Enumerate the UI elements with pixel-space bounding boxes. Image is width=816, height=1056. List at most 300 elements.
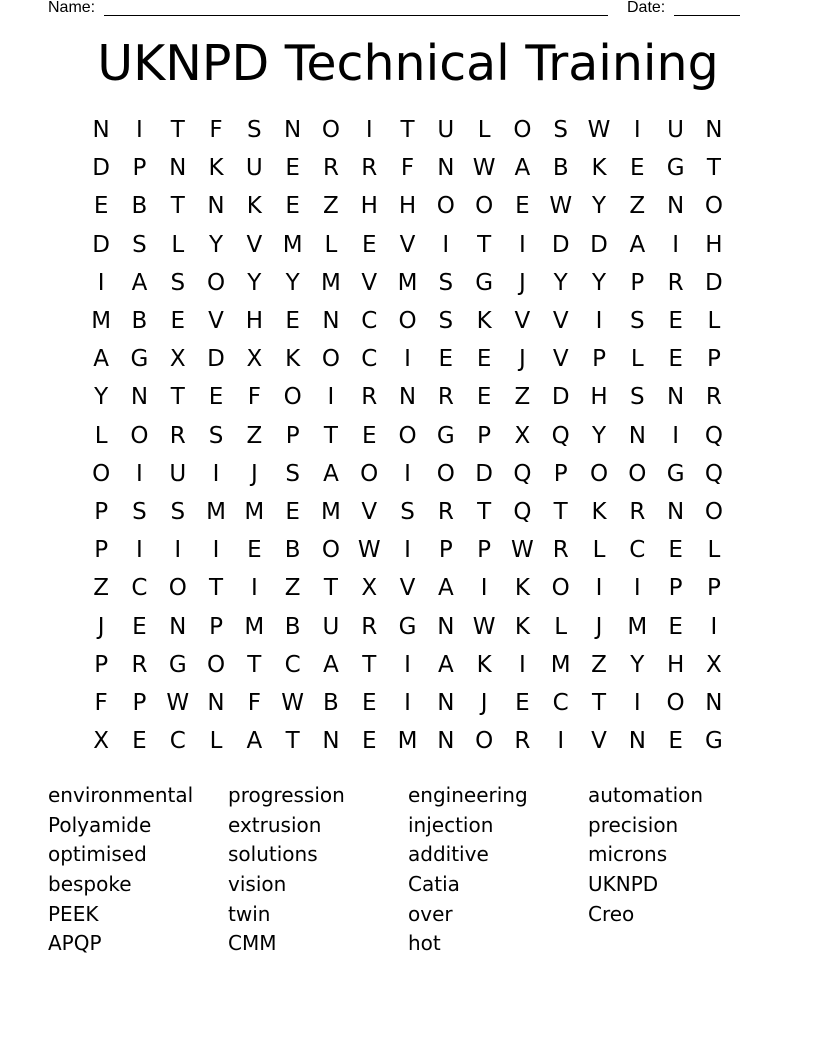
grid-letter[interactable]: T xyxy=(477,498,492,525)
grid-letter[interactable]: D xyxy=(590,231,608,258)
grid-letter[interactable]: W xyxy=(166,689,190,716)
grid-letter[interactable]: N xyxy=(207,193,225,220)
grid-letter[interactable]: S xyxy=(208,422,224,449)
grid-letter[interactable]: J xyxy=(595,613,603,640)
grid-letter[interactable]: E xyxy=(476,384,492,411)
grid-letter[interactable]: T xyxy=(323,575,338,602)
grid-letter[interactable]: S xyxy=(132,498,147,525)
grid-letter[interactable]: N xyxy=(437,728,455,755)
grid-letter[interactable]: N xyxy=(628,422,646,449)
grid-letter[interactable]: V xyxy=(361,269,378,296)
grid-letter[interactable]: L xyxy=(630,346,644,373)
grid-letter[interactable]: Y xyxy=(285,269,300,296)
grid-letter[interactable]: I xyxy=(212,460,220,487)
grid-letter[interactable]: O xyxy=(206,651,226,678)
grid-letter[interactable]: A xyxy=(131,269,148,296)
grid-letter[interactable]: I xyxy=(404,460,411,487)
grid-letter[interactable]: O xyxy=(321,537,340,564)
grid-letter[interactable]: H xyxy=(590,384,608,411)
grid-letter[interactable]: Z xyxy=(246,422,263,449)
grid-letter[interactable]: A xyxy=(323,460,339,487)
grid-letter[interactable]: E xyxy=(285,155,300,182)
grid-letter[interactable]: I xyxy=(136,537,143,564)
grid-letter[interactable]: H xyxy=(705,231,723,258)
grid-letter[interactable]: S xyxy=(170,269,186,296)
grid-letter[interactable]: Q xyxy=(704,422,723,449)
grid-letter[interactable]: Z xyxy=(591,651,607,678)
grid-letter[interactable]: E xyxy=(170,308,186,335)
grid-letter[interactable]: Z xyxy=(93,575,110,602)
grid-letter[interactable]: N xyxy=(398,384,417,411)
grid-letter[interactable]: O xyxy=(436,460,455,487)
grid-letter[interactable]: E xyxy=(668,308,683,335)
grid-letter[interactable]: U xyxy=(169,460,187,487)
grid-letter[interactable]: E xyxy=(668,537,683,564)
grid-letter[interactable]: S xyxy=(553,117,569,144)
grid-letter[interactable]: R xyxy=(322,155,339,182)
grid-letter[interactable]: I xyxy=(404,537,411,564)
grid-letter[interactable]: I xyxy=(557,728,565,755)
grid-letter[interactable]: R xyxy=(667,269,684,296)
grid-letter[interactable]: I xyxy=(212,537,220,564)
grid-letter[interactable]: Y xyxy=(630,651,645,678)
grid-letter[interactable]: I xyxy=(519,651,526,678)
grid-letter[interactable]: I xyxy=(633,575,641,602)
grid-letter[interactable]: X xyxy=(246,346,263,373)
grid-letter[interactable]: Z xyxy=(629,193,646,220)
grid-letter[interactable]: T xyxy=(706,155,721,182)
grid-letter[interactable]: K xyxy=(476,651,492,678)
grid-letter[interactable]: D xyxy=(551,231,570,258)
grid-letter[interactable]: U xyxy=(437,117,455,144)
grid-letter[interactable]: A xyxy=(437,651,454,678)
grid-letter[interactable]: X xyxy=(514,422,531,449)
grid-letter[interactable]: N xyxy=(437,689,455,716)
grid-letter[interactable]: F xyxy=(247,384,261,411)
grid-letter[interactable]: C xyxy=(131,575,148,602)
grid-letter[interactable]: R xyxy=(361,613,378,640)
grid-letter[interactable]: L xyxy=(477,117,491,144)
grid-letter[interactable]: O xyxy=(398,308,417,335)
grid-letter[interactable]: G xyxy=(704,728,723,755)
grid-letter[interactable]: S xyxy=(170,498,186,525)
grid-letter[interactable]: L xyxy=(592,537,606,564)
grid-letter[interactable]: R xyxy=(437,498,454,525)
grid-letter[interactable]: W xyxy=(587,117,611,144)
grid-letter[interactable]: O xyxy=(398,422,417,449)
grid-letter[interactable]: M xyxy=(244,613,265,640)
grid-letter[interactable]: N xyxy=(284,117,302,144)
grid-letter[interactable]: N xyxy=(207,689,225,716)
grid-letter[interactable]: O xyxy=(628,460,647,487)
grid-letter[interactable]: V xyxy=(361,498,378,525)
grid-letter[interactable]: C xyxy=(361,346,378,373)
grid-letter[interactable]: O xyxy=(589,460,609,487)
grid-letter[interactable]: H xyxy=(666,651,685,678)
grid-letter[interactable]: O xyxy=(704,498,723,525)
grid-letter[interactable]: A xyxy=(514,155,531,182)
grid-letter[interactable]: G xyxy=(398,613,417,640)
grid-letter[interactable]: N xyxy=(666,498,685,525)
grid-letter[interactable]: O xyxy=(168,575,187,602)
grid-letter[interactable]: K xyxy=(208,155,224,182)
grid-letter[interactable]: K xyxy=(514,575,530,602)
grid-row xyxy=(82,722,734,760)
grid-letter[interactable]: B xyxy=(323,689,339,716)
grid-letter[interactable]: E xyxy=(361,728,377,755)
grid-letter[interactable]: Y xyxy=(247,269,262,296)
grid-letter[interactable]: K xyxy=(246,193,262,220)
grid-letter[interactable]: S xyxy=(438,269,454,296)
grid-letter[interactable]: A xyxy=(246,728,263,755)
grid-letter[interactable]: K xyxy=(591,498,607,525)
grid-letter[interactable]: I xyxy=(136,117,143,144)
grid-letter[interactable]: E xyxy=(285,193,300,220)
grid-letter[interactable]: O xyxy=(360,460,379,487)
grid-letter[interactable]: A xyxy=(323,651,339,678)
grid-letter[interactable]: H xyxy=(360,193,378,220)
grid-letter[interactable]: T xyxy=(591,689,607,716)
grid-letter[interactable]: D xyxy=(475,460,493,487)
grid-letter[interactable]: N xyxy=(169,155,187,182)
grid-letter[interactable]: I xyxy=(633,117,641,144)
grid-letter[interactable]: A xyxy=(629,231,646,258)
grid-letter[interactable]: I xyxy=(250,575,258,602)
grid-letter[interactable]: M xyxy=(321,269,341,296)
grid-letter[interactable]: E xyxy=(438,346,454,373)
grid-letter[interactable]: Z xyxy=(323,193,339,220)
grid-letter[interactable]: I xyxy=(519,231,526,258)
grid-letter[interactable]: Y xyxy=(94,384,109,411)
grid-letter[interactable]: D xyxy=(705,269,723,296)
grid-letter[interactable]: E xyxy=(208,384,224,411)
grid-letter[interactable]: T xyxy=(170,193,185,220)
grid-letter[interactable]: P xyxy=(630,269,645,296)
grid-letter[interactable]: V xyxy=(246,231,263,258)
grid-letter[interactable]: S xyxy=(285,460,300,487)
grid-letter[interactable]: N xyxy=(322,308,340,335)
grid-letter[interactable]: P xyxy=(132,155,147,182)
grid-letter[interactable]: E xyxy=(361,422,377,449)
grid-letter[interactable]: I xyxy=(672,422,679,449)
grid-letter[interactable]: E xyxy=(515,193,530,220)
grid-letter[interactable]: T xyxy=(323,422,338,449)
grid-letter[interactable]: W xyxy=(549,193,573,220)
grid-letter[interactable]: R xyxy=(361,384,378,411)
grid-letter[interactable]: W xyxy=(472,155,496,182)
grid-letter[interactable]: W xyxy=(357,537,381,564)
grid-letter[interactable]: Z xyxy=(284,575,301,602)
grid-letter[interactable]: B xyxy=(131,193,148,220)
grid-letter[interactable]: M xyxy=(397,728,418,755)
grid-letter[interactable]: W xyxy=(511,537,534,564)
grid-letter[interactable]: O xyxy=(475,193,494,220)
word-list-item: environmental xyxy=(48,783,194,807)
grid-letter[interactable]: A xyxy=(93,346,110,373)
grid-letter[interactable]: F xyxy=(400,155,415,182)
grid-letter[interactable]: K xyxy=(285,346,301,373)
grid-letter[interactable]: L xyxy=(209,728,223,755)
grid-letter[interactable]: I xyxy=(672,231,679,258)
grid-letter[interactable]: F xyxy=(209,117,223,144)
grid-letter[interactable]: P xyxy=(209,613,223,640)
grid-letter[interactable]: S xyxy=(247,117,262,144)
grid-letter[interactable]: O xyxy=(666,689,685,716)
grid-letter[interactable]: E xyxy=(285,308,300,335)
grid-letter[interactable]: M xyxy=(397,269,418,296)
grid-letter[interactable]: P xyxy=(706,575,721,602)
grid-letter[interactable]: C xyxy=(169,728,186,755)
grid-letter[interactable]: Y xyxy=(209,231,224,258)
grid-letter[interactable]: O xyxy=(475,728,494,755)
grid-letter[interactable]: J xyxy=(97,613,105,640)
grid-letter[interactable]: R xyxy=(552,537,569,564)
grid-letter[interactable]: R xyxy=(131,651,148,678)
grid-letter[interactable]: N xyxy=(169,613,187,640)
grid-letter[interactable]: D xyxy=(207,346,225,373)
grid-letter[interactable]: K xyxy=(591,155,607,182)
grid-letter[interactable]: E xyxy=(361,231,377,258)
grid-letter[interactable]: M xyxy=(206,498,226,525)
grid-letter[interactable]: N xyxy=(437,613,455,640)
grid-letter[interactable]: O xyxy=(321,117,340,144)
grid-letter[interactable]: O xyxy=(321,346,340,373)
grid-letter[interactable]: R xyxy=(705,384,722,411)
grid-letter[interactable]: G xyxy=(168,651,187,678)
grid-row xyxy=(82,455,734,493)
grid-letter[interactable]: E xyxy=(247,537,262,564)
grid-letter[interactable]: C xyxy=(552,689,569,716)
grid-letter[interactable]: C xyxy=(629,537,646,564)
grid-letter[interactable]: S xyxy=(630,308,645,335)
grid-letter[interactable]: P xyxy=(285,422,300,449)
grid-letter[interactable]: Q xyxy=(704,460,723,487)
grid-letter[interactable]: M xyxy=(91,308,112,335)
grid-letter[interactable]: P xyxy=(706,346,721,373)
grid-letter[interactable]: E xyxy=(515,689,530,716)
grid-letter[interactable]: P xyxy=(94,537,109,564)
grid-letter[interactable]: V xyxy=(399,575,416,602)
grid-letter[interactable]: X xyxy=(706,651,722,678)
grid-letter[interactable]: P xyxy=(94,498,109,525)
grid-letter[interactable]: E xyxy=(668,346,683,373)
grid-letter[interactable]: O xyxy=(436,193,455,220)
grid-row xyxy=(82,417,734,455)
grid-letter[interactable]: V xyxy=(399,231,416,258)
grid-letter[interactable]: U xyxy=(667,117,685,144)
grid-letter[interactable]: E xyxy=(668,728,683,755)
grid-letter[interactable]: I xyxy=(442,231,450,258)
grid-letter[interactable]: T xyxy=(477,231,492,258)
grid-letter[interactable]: B xyxy=(284,613,301,640)
grid-letter[interactable]: I xyxy=(480,575,488,602)
grid-letter[interactable]: X xyxy=(169,346,186,373)
grid-letter[interactable]: M xyxy=(550,651,571,678)
grid-letter[interactable]: N xyxy=(437,155,455,182)
grid-letter[interactable]: S xyxy=(630,384,645,411)
grid-letter[interactable]: T xyxy=(209,575,224,602)
grid-letter[interactable]: L xyxy=(554,613,568,640)
grid-letter[interactable]: P xyxy=(668,575,683,602)
grid-letter[interactable]: R xyxy=(629,498,646,525)
grid-letter[interactable]: D xyxy=(92,155,110,182)
grid-letter[interactable]: V xyxy=(552,308,569,335)
grid-letter[interactable]: I xyxy=(404,651,411,678)
grid-letter[interactable]: N xyxy=(666,193,685,220)
grid-letter[interactable]: M xyxy=(244,498,265,525)
grid-letter[interactable]: P xyxy=(94,651,109,678)
grid-letter[interactable]: Q xyxy=(551,422,570,449)
grid-letter[interactable]: E xyxy=(93,193,109,220)
grid-letter[interactable]: P xyxy=(477,537,492,564)
grid-letter[interactable]: Z xyxy=(514,384,531,411)
grid-letter[interactable]: V xyxy=(514,308,531,335)
grid-letter[interactable]: R xyxy=(437,384,454,411)
grid-letter[interactable]: J xyxy=(250,460,258,487)
grid-letter[interactable]: K xyxy=(476,308,492,335)
grid-letter[interactable]: F xyxy=(94,689,108,716)
grid-letter[interactable]: O xyxy=(513,117,532,144)
grid-letter[interactable]: N xyxy=(705,689,723,716)
grid-letter[interactable]: X xyxy=(361,575,378,602)
grid-letter[interactable]: T xyxy=(170,384,185,411)
grid-letter[interactable]: P xyxy=(438,537,453,564)
grid-letter[interactable]: P xyxy=(132,689,147,716)
grid-letter[interactable]: B xyxy=(131,308,148,335)
grid-letter[interactable]: G xyxy=(475,269,494,296)
grid-letter[interactable]: M xyxy=(282,231,303,258)
grid-letter[interactable]: I xyxy=(404,689,411,716)
word-list-item: vision xyxy=(228,872,287,897)
grid-letter[interactable]: V xyxy=(591,728,607,755)
grid-letter[interactable]: O xyxy=(92,460,111,487)
grid-letter[interactable]: I xyxy=(136,460,143,487)
grid-letter[interactable]: Y xyxy=(591,269,607,296)
grid-letter[interactable]: E xyxy=(361,689,377,716)
date-underline[interactable] xyxy=(674,15,740,16)
grid-letter[interactable]: M xyxy=(627,613,648,640)
grid-letter[interactable]: N xyxy=(705,117,723,144)
grid-letter[interactable]: S xyxy=(438,308,454,335)
grid-letter[interactable]: B xyxy=(552,155,569,182)
grid-letter[interactable]: X xyxy=(93,728,110,755)
grid-letter[interactable]: I xyxy=(633,689,641,716)
grid-letter[interactable]: E xyxy=(476,346,492,373)
grid-letter[interactable]: N xyxy=(666,384,685,411)
grid-letter[interactable]: R xyxy=(169,422,186,449)
grid-letter[interactable]: P xyxy=(553,460,568,487)
grid-letter[interactable]: E xyxy=(132,613,147,640)
grid-letter[interactable]: N xyxy=(92,117,110,144)
puzzle-title: UKNPD Technical Training xyxy=(97,35,719,92)
grid-letter[interactable]: T xyxy=(247,651,262,678)
grid-letter[interactable]: S xyxy=(400,498,415,525)
grid-letter[interactable]: Y xyxy=(591,193,607,220)
grid-letter[interactable]: I xyxy=(404,346,411,373)
grid-letter[interactable]: I xyxy=(174,537,182,564)
grid-letter[interactable]: Y xyxy=(553,269,568,296)
grid-letter[interactable]: T xyxy=(400,117,415,144)
grid-letter[interactable]: V xyxy=(208,308,224,335)
grid-letter[interactable]: Q xyxy=(513,498,532,525)
grid-letter[interactable]: G xyxy=(436,422,455,449)
grid-letter[interactable]: M xyxy=(321,498,341,525)
grid-letter[interactable]: H xyxy=(245,308,263,335)
grid-letter[interactable]: B xyxy=(284,537,301,564)
grid-letter[interactable]: G xyxy=(666,460,685,487)
grid-letter[interactable]: Q xyxy=(513,460,532,487)
grid-letter[interactable]: L xyxy=(94,422,108,449)
grid-letter[interactable]: A xyxy=(437,575,454,602)
grid-letter[interactable]: R xyxy=(361,155,378,182)
grid-letter[interactable]: E xyxy=(668,613,683,640)
grid-letter[interactable]: L xyxy=(707,308,721,335)
grid-letter[interactable]: P xyxy=(592,346,606,373)
grid-letter[interactable]: E xyxy=(132,728,147,755)
grid-letter[interactable]: O xyxy=(551,575,570,602)
grid-letter[interactable]: L xyxy=(707,537,721,564)
grid-letter[interactable]: U xyxy=(322,613,340,640)
grid-letter[interactable]: O xyxy=(130,422,149,449)
grid-letter[interactable]: E xyxy=(630,155,645,182)
grid-letter[interactable]: Y xyxy=(591,422,607,449)
grid-letter[interactable]: P xyxy=(477,422,492,449)
grid-letter[interactable]: I xyxy=(595,575,603,602)
grid-letter[interactable]: I xyxy=(327,384,335,411)
grid-letter[interactable]: T xyxy=(170,117,185,144)
grid-letter[interactable]: O xyxy=(206,269,226,296)
grid-letter[interactable]: J xyxy=(480,689,488,716)
grid-letter[interactable]: L xyxy=(324,231,338,258)
grid-letter[interactable]: F xyxy=(247,689,261,716)
grid-letter[interactable]: I xyxy=(595,308,603,335)
grid-letter[interactable]: J xyxy=(519,269,526,296)
grid-letter[interactable]: S xyxy=(132,231,147,258)
grid-letter[interactable]: T xyxy=(285,728,300,755)
grid-letter[interactable]: W xyxy=(281,689,304,716)
grid-letter[interactable]: D xyxy=(92,231,110,258)
grid-letter[interactable]: C xyxy=(284,651,301,678)
grid-letter[interactable]: H xyxy=(398,193,417,220)
grid-letter[interactable]: R xyxy=(514,728,531,755)
grid-letter[interactable]: G xyxy=(130,346,149,373)
grid-letter[interactable]: T xyxy=(553,498,568,525)
name-underline[interactable] xyxy=(104,15,608,16)
grid-letter[interactable]: G xyxy=(666,155,685,182)
word-list-item: Creo xyxy=(588,901,635,926)
grid-letter[interactable]: I xyxy=(710,613,718,640)
grid-letter[interactable]: O xyxy=(704,193,723,220)
grid-letter[interactable]: I xyxy=(365,117,373,144)
grid-letter[interactable]: D xyxy=(551,384,570,411)
grid-letter[interactable]: N xyxy=(628,728,646,755)
grid-letter[interactable]: L xyxy=(171,231,185,258)
grid-letter[interactable]: W xyxy=(472,613,496,640)
grid-letter[interactable]: E xyxy=(285,498,300,525)
grid-letter[interactable]: I xyxy=(97,269,105,296)
grid-letter[interactable]: N xyxy=(322,728,340,755)
grid-letter[interactable]: J xyxy=(519,346,526,373)
grid-letter[interactable]: T xyxy=(362,651,377,678)
grid-letter[interactable]: U xyxy=(245,155,263,182)
grid-letter[interactable]: O xyxy=(283,384,302,411)
grid-letter[interactable]: C xyxy=(361,308,378,335)
grid-letter[interactable]: N xyxy=(130,384,149,411)
grid-letter[interactable]: V xyxy=(552,346,569,373)
word-search-grid xyxy=(82,111,734,761)
grid-letter[interactable]: K xyxy=(514,613,530,640)
grid-row xyxy=(82,646,734,684)
